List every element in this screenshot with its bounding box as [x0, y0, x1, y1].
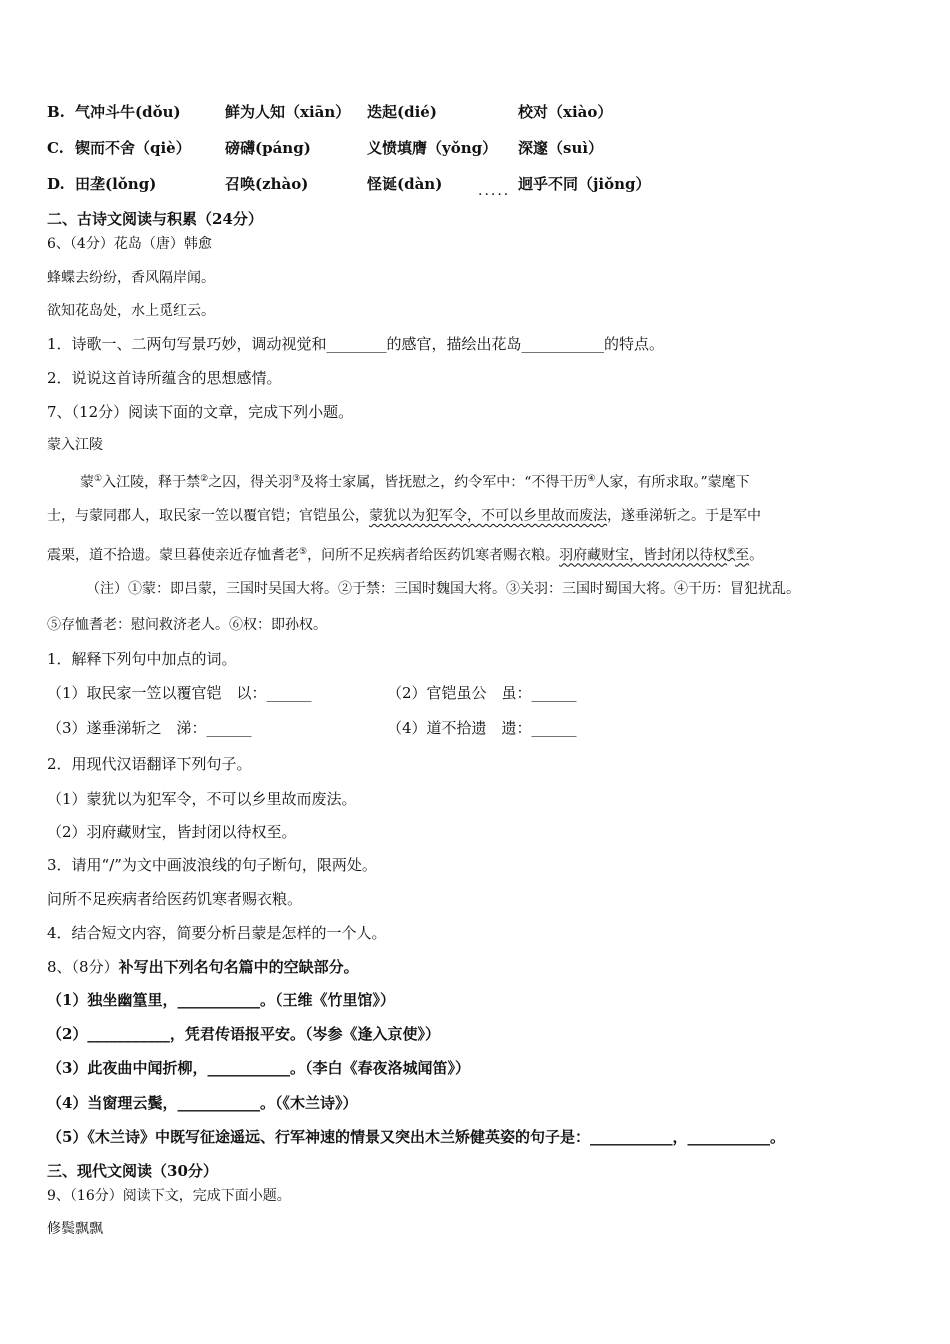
emphasis-dots: .....	[478, 183, 511, 199]
word-item: （2）官铠虽公 虽：______	[387, 684, 577, 702]
option-item: 召唤(zhào)	[225, 175, 309, 193]
sub-question: 3．请用“/”为文中画波浪线的句子断句，限两处。	[47, 856, 377, 874]
wavy-underline: 羽府藏财宝，皆封闭以待权	[559, 547, 728, 564]
option-label: C.	[47, 139, 64, 157]
question-header: 7、（12分）阅读下面的文章，完成下列小题。	[47, 403, 354, 421]
sub-question: 2．用现代汉语翻译下列句子。	[47, 755, 252, 773]
option-item: 鲜为人知（xiān）	[225, 103, 351, 121]
translate-item: （2）羽府藏财宝，皆封闭以待权至。	[47, 823, 297, 841]
option-item: 义愤填膺（yǒng）	[367, 139, 498, 157]
fill-item: （4）当窗理云鬓，___________。（《木兰诗》）	[47, 1094, 358, 1112]
option-item: 锲而不舍（qiè）	[75, 139, 191, 157]
option-item: 迥乎不同（jiǒng）	[518, 175, 651, 193]
fill-item: （1）独坐幽篁里，___________。（王维《竹里馆》）	[47, 991, 395, 1009]
word-item: （3）遂垂涕斩之 涕：______	[47, 719, 252, 737]
option-item: 迭起(dié)	[367, 103, 437, 121]
passage-line: 震栗，道不拾遗。蒙旦暮使亲近存恤耆老⑤，问所不足疾病者给医药饥寒者赐衣粮。羽府藏财宝，皆封闭以待权⑥至。	[47, 547, 764, 564]
option-item: 气冲斗牛(dǒu)	[75, 103, 181, 121]
question-header: 6、（4分）花岛（唐）韩愈	[47, 236, 212, 252]
word-item: （4）道不拾遗 遗：______	[387, 719, 577, 737]
option-label: B.	[47, 103, 65, 121]
sub-question: 4．结合短文内容，简要分析吕蒙是怎样的一个人。	[47, 924, 387, 942]
section-heading: 二、古诗文阅读与积累（24分）	[47, 210, 263, 228]
option-label: D.	[47, 175, 65, 193]
sub-question: 1．解释下列句中加点的词。	[47, 650, 237, 668]
fill-item: （2）___________，凭君传语报平安。（岑参《逢入京使》）	[47, 1025, 440, 1043]
question-header: 9、（16分）阅读下文，完成下面小题。	[47, 1188, 291, 1204]
word-item: （1）取民家一笠以覆官铠 以：______	[47, 684, 312, 702]
option-item: 怪诞(dàn)	[367, 175, 443, 193]
sentence-text: 问所不足疾病者给医药饥寒者赐衣粮。	[47, 890, 303, 908]
option-item: 磅礴(páng)	[225, 139, 311, 157]
fill-item: （3）此夜曲中闻折柳，___________。（李白《春夜洛城闻笛》）	[47, 1059, 470, 1077]
poem-line: 欲知花岛处，水上觅红云。	[47, 303, 215, 319]
sub-question: 2．说说这首诗所蕴含的思想感情。	[47, 369, 282, 387]
option-item: 田垄(lǒng)	[75, 175, 157, 193]
question-header: 8、（8分）补写出下列名句名篇中的空缺部分。	[47, 958, 359, 976]
passage-line: 蒙①入江陵，释于禁②之囚，得关羽③及将士家属，皆抚慰之，约令军中：“不得干历④人家，有所求取。”蒙麾下	[80, 474, 750, 491]
passage-note: ⑤存恤耆老：慰问救济老人。⑥权：即孙权。	[47, 617, 327, 633]
passage-note: （注）①蒙：即吕蒙，三国时吴国大将。②于禁：三国时魏国大将。③关羽：三国时蜀国大将。④干历：冒犯扰乱。	[86, 581, 800, 597]
option-item: 深邃（suì）	[518, 139, 604, 157]
sub-question: 1．诗歌一、二两句写景巧妙，调动视觉和________的感官，描绘出花岛___________的特点。	[47, 335, 665, 353]
poem-line: 蜂蝶去纷纷，香风隔岸闻。	[47, 270, 215, 286]
translate-item: （1）蒙犹以为犯军令，不可以乡里故而废法。	[47, 790, 357, 808]
wavy-underline: 蒙犹以为犯军令，不可以乡里故而废法	[369, 508, 607, 524]
passage-title: 蒙入江陵	[47, 437, 103, 453]
passage-title: 修鬓飘飘	[47, 1221, 103, 1237]
option-item: 校对（xiào）	[518, 103, 613, 121]
section-heading: 三、现代文阅读（30分）	[47, 1162, 218, 1180]
fill-item: （5）《木兰诗》中既写征途遥远、行军神速的情景又突出木兰矫健英姿的句子是：___________，___________。	[47, 1128, 785, 1146]
passage-line: 士，与蒙同郡人，取民家一笠以覆官铠；官铠虽公，蒙犹以为犯军令，不可以乡里故而废法，遂垂涕斩之。于是军中	[47, 508, 761, 524]
